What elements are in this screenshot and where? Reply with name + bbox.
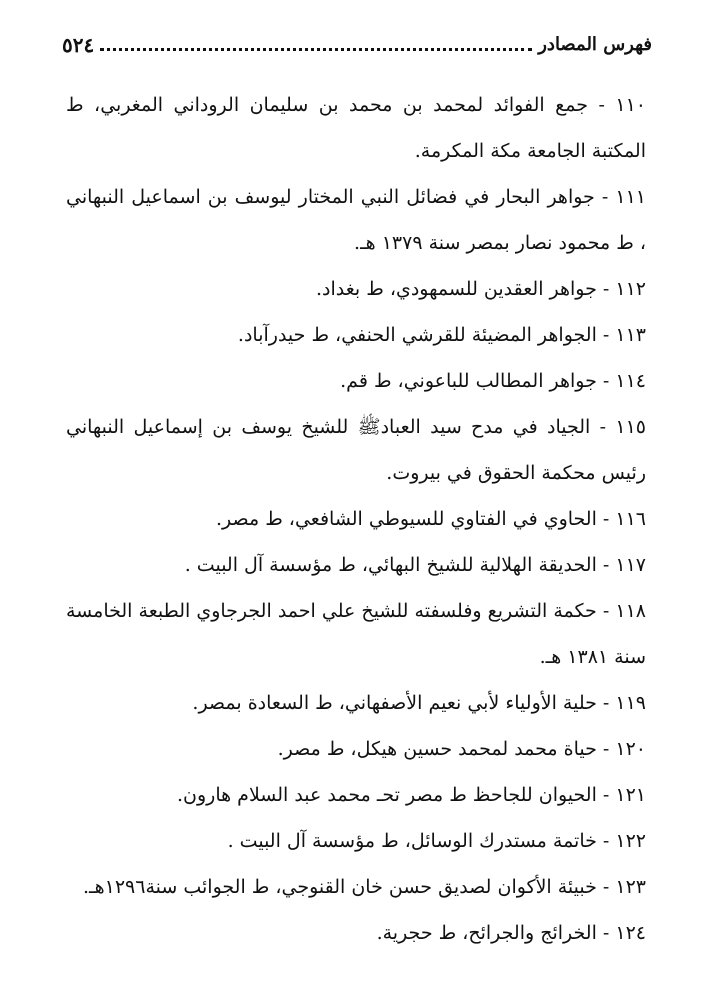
bibliography-entry: ١١٦ - الحاوي في الفتاوي للسيوطي الشافعي، ط مصر.	[215, 508, 646, 530]
bibliography-entry: ١١٧ - الحديقة الهلالية للشيخ البهائي، ط مؤسسة آل البيت .	[184, 554, 646, 576]
bibliography-entry: ١١٣ - الجواهر المضيئة للقرشي الحنفي، ط حيدرآباد.	[237, 324, 646, 346]
entry-text: جواهر البحار في فضائل النبي المختار ليوسف بن اسماعيل النبهاني ، ط محمود نصار بمصر سنة ١٣٧٩ هـ.	[66, 186, 646, 254]
entry-text: الحاوي في الفتاوي للسيوطي الشافعي، ط مصر.	[215, 508, 597, 530]
entry-number: ١٢٠	[615, 738, 646, 760]
entry-text: الحيوان للجاحظ ط مصر تحـ محمد عبد السلام هارون.	[176, 784, 597, 806]
entry-number: ١١٠	[615, 94, 647, 116]
bibliography-entry: ١٢٢ - خاتمة مستدرك الوسائل، ط مؤسسة آل البيت .	[227, 830, 646, 852]
entry-text: الجواهر المضيئة للقرشي الحنفي، ط حيدرآباد.	[237, 324, 597, 346]
entry-text: الحديقة الهلالية للشيخ البهائي، ط مؤسسة آل البيت .	[184, 554, 597, 576]
bibliography-list	[66, 82, 654, 956]
bibliography-entry: ١١٥ - الجياد في مدح سيد العبادﷺ للشيخ يوسف بن إسماعيل النبهاني رئيس محكمة الحقوق في بيروت.	[66, 416, 646, 484]
header-dotted-leader	[100, 48, 532, 51]
entry-number: ١١٢	[615, 278, 646, 300]
entry-text: جواهر المطالب للباعوني، ط قم.	[340, 370, 597, 392]
entry-text: الخرائج والجرائح، ط حجرية.	[376, 922, 597, 944]
entry-text: حلية الأولياء لأبي نعيم الأصفهاني، ط السعادة بمصر.	[192, 692, 597, 714]
entry-text: جواهر العقدين للسمهودي، ط بغداد.	[315, 278, 597, 300]
running-title: فهرس المصادر	[538, 34, 652, 55]
entry-text: حكمة التشريع وفلسفته للشيخ علي احمد الجرجاوي الطبعة الخامسة سنة ١٣٨١ هـ.	[66, 600, 646, 668]
bibliography-entry: ١١٠ - جمع الفوائد لمحمد بن محمد بن سليمان الروداني المغربي، ط المكتبة الجامعة مكة المكرمة.	[66, 94, 647, 162]
page-header	[62, 28, 652, 56]
entry-number: ١١٥	[615, 416, 646, 438]
bibliography-entry: ١٢٤ - الخرائج والجرائح، ط حجرية.	[376, 922, 646, 944]
entry-text: خاتمة مستدرك الوسائل، ط مؤسسة آل البيت .	[227, 830, 597, 852]
entry-number: ١١٣	[615, 324, 646, 346]
entry-number: ١١٦	[615, 508, 646, 530]
entry-number: ١٢١	[615, 784, 646, 806]
entry-number: ١٢٢	[615, 830, 646, 852]
bibliography-entry: ١١٤ - جواهر المطالب للباعوني، ط قم.	[340, 370, 646, 392]
bibliography-entry: ١١٩ - حلية الأولياء لأبي نعيم الأصفهاني، ط السعادة بمصر.	[192, 692, 646, 714]
entry-number: ١٢٣	[615, 876, 646, 898]
entry-number: ١١١	[615, 186, 647, 208]
page-number: ٥٢٤	[62, 33, 95, 57]
entry-number: ١١٩	[615, 692, 646, 714]
bibliography-entry: ١٢٣ - خبيئة الأكوان لصديق حسن خان القنوجي، ط الجوائب سنة١٢٩٦هـ.	[83, 876, 646, 898]
bibliography-entry: ١٢٠ - حياة محمد لمحمد حسين هيكل، ط مصر.	[277, 738, 646, 760]
entry-text: جمع الفوائد لمحمد بن محمد بن سليمان الروداني المغربي، ط المكتبة الجامعة مكة المكرمة.	[66, 94, 646, 162]
entry-number: ١١٧	[615, 554, 646, 576]
entry-text: الجياد في مدح سيد العبادﷺ للشيخ يوسف بن إسماعيل النبهاني رئيس محكمة الحقوق في بيروت.	[66, 416, 646, 484]
bibliography-entry: ١١٢ - جواهر العقدين للسمهودي، ط بغداد.	[315, 278, 646, 300]
bibliography-entry: ١٢١ - الحيوان للجاحظ ط مصر تحـ محمد عبد السلام هارون.	[176, 784, 646, 806]
bibliography-entry: ١١٨ - حكمة التشريع وفلسفته للشيخ علي احمد الجرجاوي الطبعة الخامسة سنة ١٣٨١ هـ.	[66, 600, 647, 668]
entry-text: خبيئة الأكوان لصديق حسن خان القنوجي، ط الجوائب سنة١٢٩٦هـ.	[83, 876, 597, 898]
entry-number: ١١٤	[615, 370, 646, 392]
entry-number: ١١٨	[615, 600, 647, 622]
entry-text: حياة محمد لمحمد حسين هيكل، ط مصر.	[277, 738, 597, 760]
bibliography-entry: ١١١ - جواهر البحار في فضائل النبي المختار ليوسف بن اسماعيل النبهاني ، ط محمود نصار بمصر سنة ١٣٧٩ هـ.	[66, 186, 647, 254]
entry-number: ١٢٤	[615, 922, 646, 944]
